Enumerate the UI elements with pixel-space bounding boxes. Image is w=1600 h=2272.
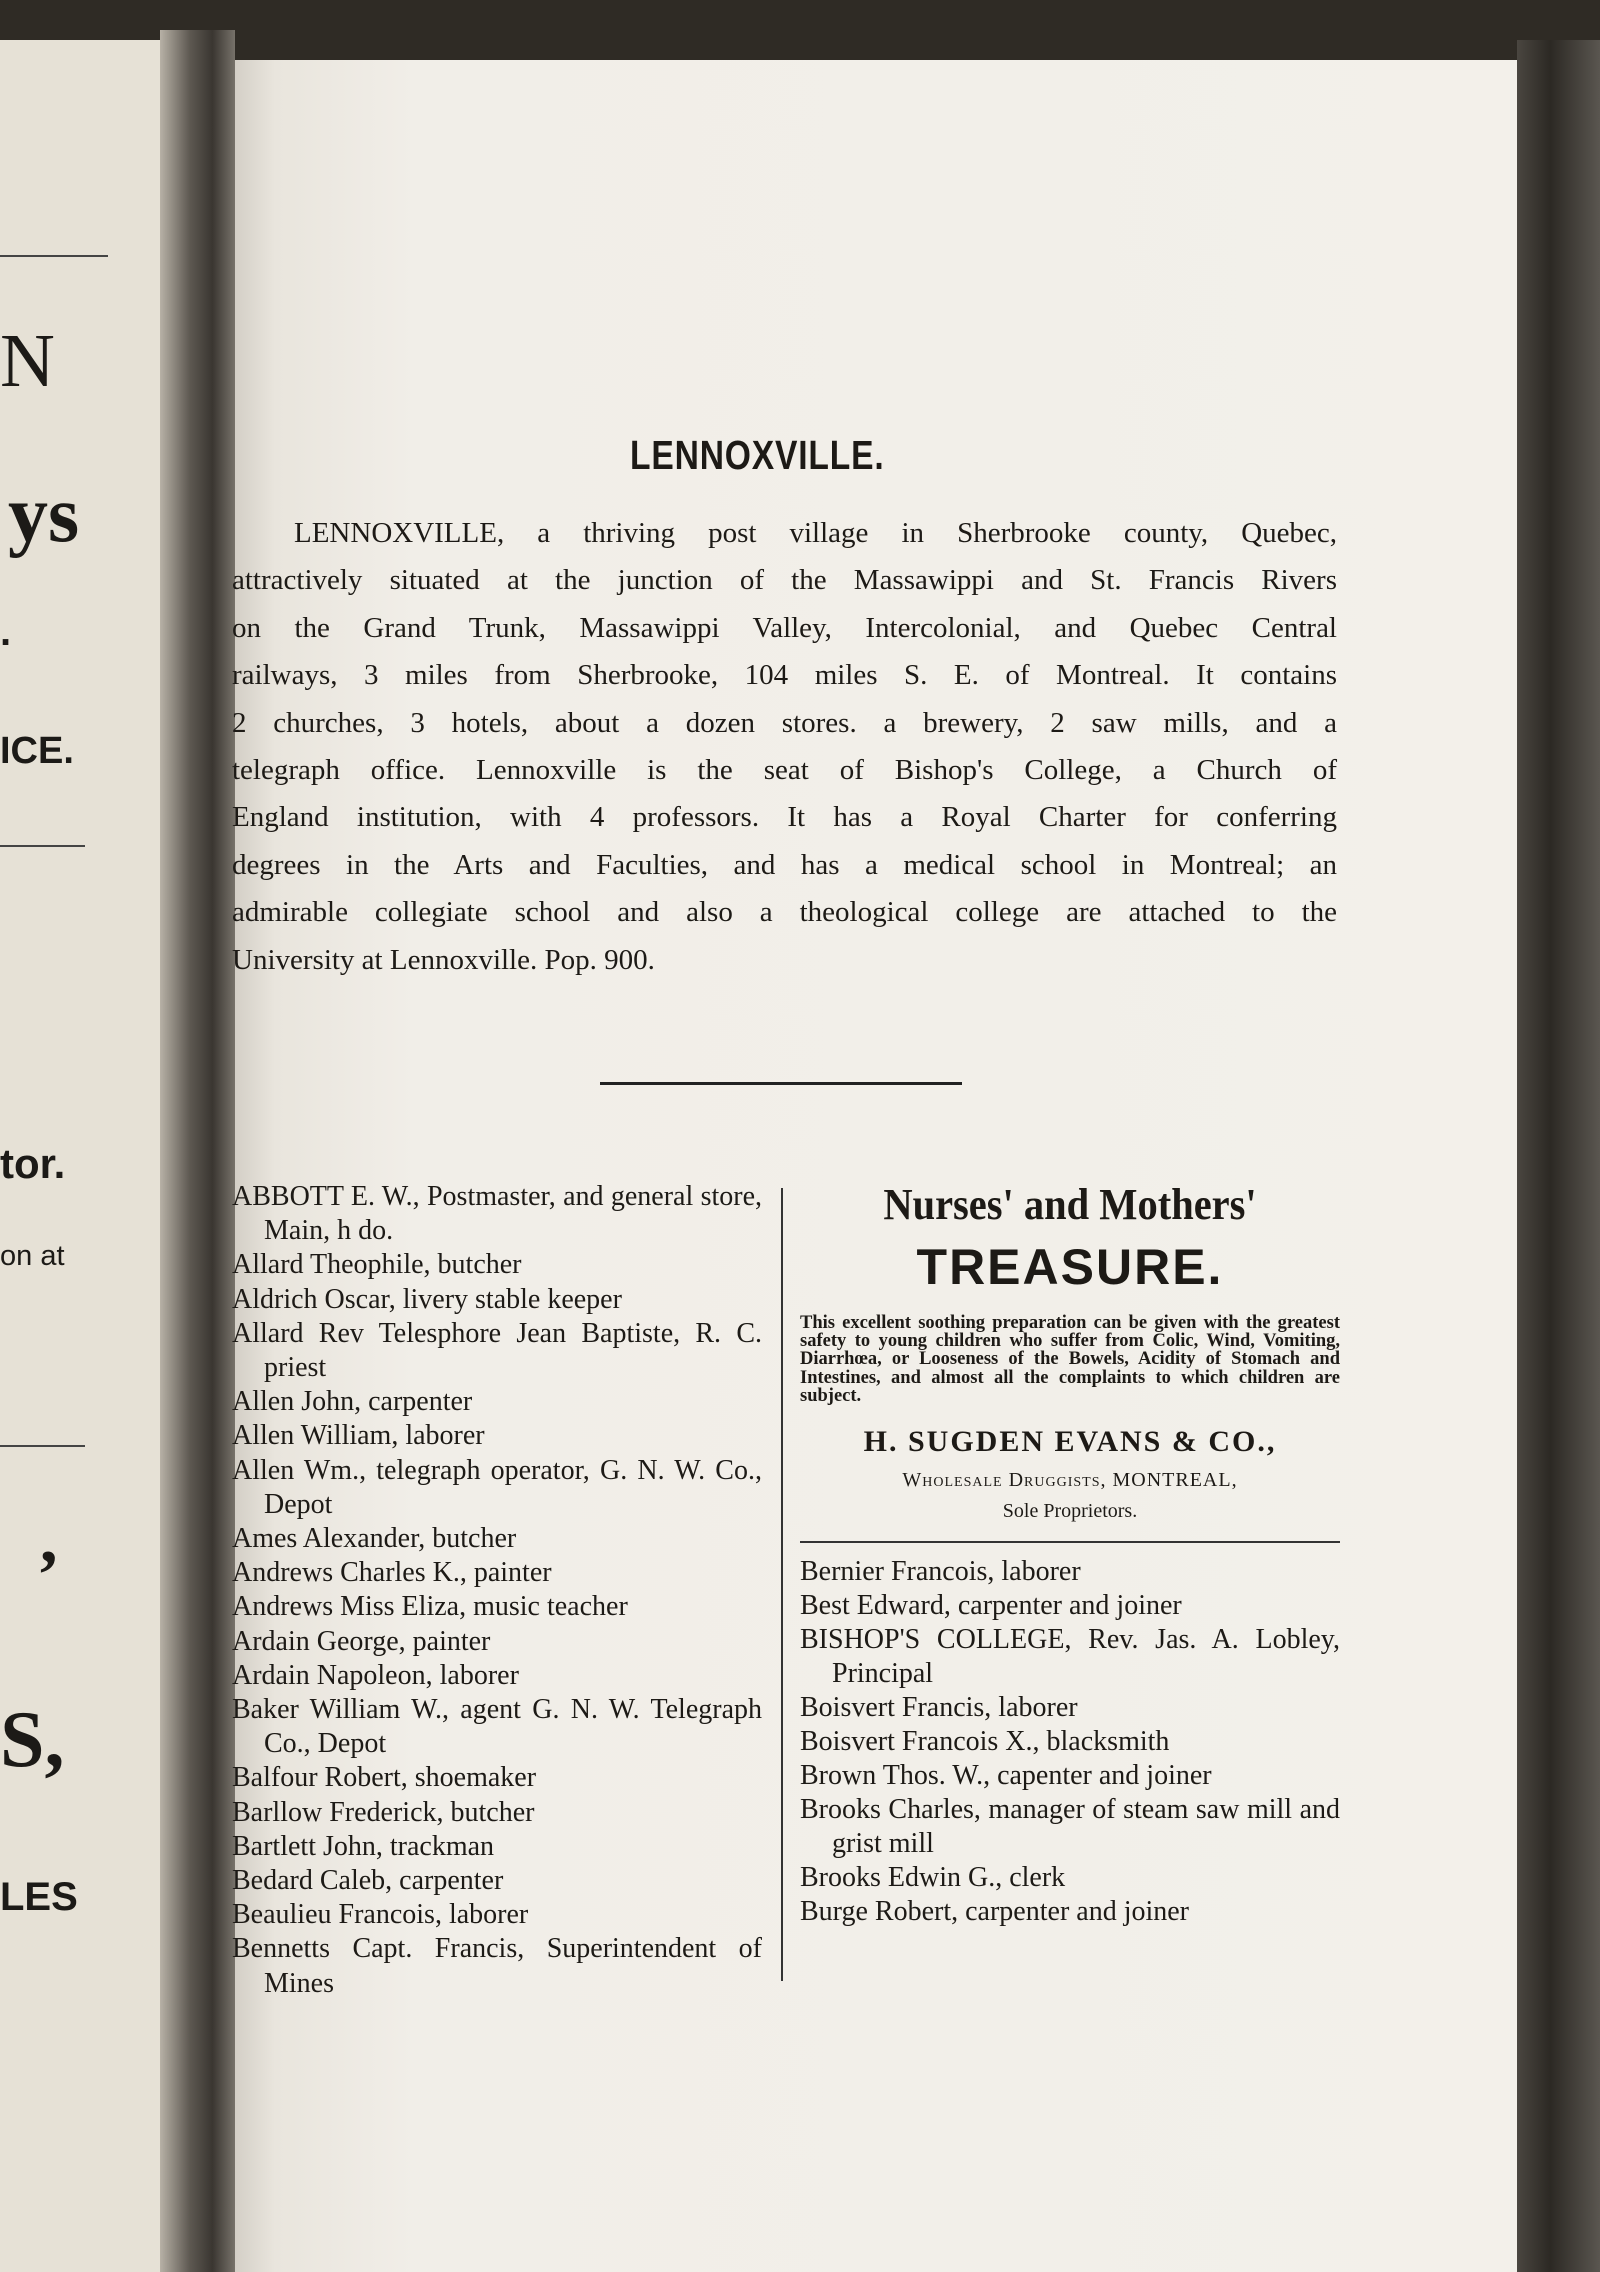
left-page-rule — [0, 255, 108, 257]
paragraph-line: telegraph office. Lennoxville is the seat of Bishop's College, a Church of — [232, 754, 1337, 787]
directory-entry: Andrews Charles K., painter — [232, 1557, 552, 1589]
directory-entry: Balfour Robert, shoemaker — [232, 1762, 537, 1794]
paragraph-line: England institution, with 4 professors. It has a Royal Charter for conferring — [232, 801, 1337, 834]
paragraph-line: attractively situated at the junction of the Massawippi and St. Francis Rivers — [232, 564, 1337, 597]
directory-entry: Allen William, laborer — [232, 1420, 485, 1452]
left-page-rule — [0, 1445, 85, 1447]
advertisement-company: H. SUGDEN EVANS & CO., — [863, 1425, 1277, 1459]
directory-entry: Brooks Edwin G., clerk — [800, 1862, 1066, 1894]
left-page-fragment: , — [40, 1501, 58, 1578]
directory-entry: Boisvert Francois X., blacksmith — [800, 1726, 1170, 1758]
paragraph-line: on the Grand Trunk, Massawippi Valley, Intercolonial, and Quebec Central — [232, 611, 1337, 644]
paragraph-line: railways, 3 miles from Sherbrooke, 104 miles S. E. of Montreal. It contains — [232, 659, 1337, 692]
directory-entry: Boisvert Francis, laborer — [800, 1692, 1078, 1724]
paragraph-line: 2 churches, 3 hotels, about a dozen stores. a brewery, 2 saw mills, and a — [232, 706, 1337, 739]
paragraph-line: admirable collegiate school and also a theological college are attached to the — [232, 896, 1337, 929]
directory-entry: Bedard Caleb, carpenter — [232, 1865, 504, 1897]
directory-right-list — [800, 1555, 1340, 1929]
directory-entry: Beaulieu Francois, laborer — [232, 1899, 529, 1931]
advertisement-subtitle: Wholesale Druggists, MONTREAL, — [902, 1469, 1238, 1492]
directory-entry: Allen John, carpenter — [232, 1386, 473, 1418]
directory-entry: ABBOTT E. W., Postmaster, and general store, Main, h do. — [232, 1181, 762, 1247]
section-divider — [600, 1082, 962, 1085]
column-divider — [781, 1188, 783, 1981]
description-paragraph — [232, 510, 1337, 984]
left-page-rule — [0, 845, 85, 847]
directory-entry: Aldrich Oscar, livery stable keeper — [232, 1283, 622, 1315]
directory-entry: Brown Thos. W., capenter and joiner — [800, 1760, 1212, 1792]
directory-entry: Baker William W., agent G. N. W. Telegraph Co., Depot — [232, 1694, 762, 1760]
left-page-fragment: ys — [8, 471, 80, 559]
directory-entry: Allard Theophile, butcher — [232, 1249, 522, 1281]
directory-entry: Barllow Frederick, butcher — [232, 1796, 535, 1828]
directory-entry: Allard Rev Telesphore Jean Baptiste, R. C. priest — [232, 1317, 762, 1384]
directory-right-column — [800, 1180, 1340, 1929]
left-page-fragment: LES — [0, 1875, 78, 1919]
directory-entry: Burge Robert, carpenter and joiner — [800, 1896, 1190, 1928]
directory-entry: Andrews Miss Eliza, music teacher — [232, 1591, 628, 1623]
page-title: LENNOXVILLE. — [630, 432, 885, 478]
paragraph-line: University at Lennoxville. Pop. 900. — [232, 943, 655, 976]
paragraph-line: degrees in the Arts and Faculties, and has a medical school in Montreal; an — [232, 848, 1337, 881]
directory-entry: Ardain Napoleon, laborer — [232, 1659, 519, 1691]
advertisement-rule — [800, 1541, 1340, 1543]
directory-entry: Ardain George, painter — [232, 1625, 491, 1657]
directory-entry: BISHOP'S COLLEGE, Rev. Jas. A. Lobley, Principal — [800, 1624, 1340, 1690]
advertisement-proprietors: Sole Proprietors. — [1002, 1500, 1138, 1523]
directory-entry: Ames Alexander, butcher — [232, 1523, 517, 1555]
directory-entry: Allen Wm., telegraph operator, G. N. W. Co., Depot — [232, 1454, 762, 1520]
left-page-fragment: . — [0, 610, 12, 654]
advertisement-body: This excellent soothing preparation can be given with the greatest safety to young children who suffer from Colic, Wind, Vomiting, Diarrhœa, or Looseness of the Bowels, Acidity of Stomach and Intestines, and almost all the complaints to which children are subject. — [800, 1313, 1340, 1406]
directory-entry: Best Edward, carpenter and joiner — [800, 1590, 1182, 1622]
left-page-fragment: tor. — [0, 1140, 66, 1187]
left-page-fragment: S, — [0, 1696, 65, 1784]
directory-left-column — [232, 1180, 762, 2001]
directory-entry: Bennetts Capt. Francis, Superintendent of Mines — [232, 1933, 762, 1999]
left-page-fragment: ICE. — [0, 730, 74, 772]
paragraph-line: LENNOXVILLE, a thriving post village in Sherbrooke county, Quebec, — [294, 517, 1337, 549]
directory-entry: Brooks Charles, manager of steam saw mill and grist mill — [800, 1794, 1340, 1860]
advertisement-product: TREASURE. — [916, 1239, 1224, 1295]
advertisement-heading: Nurses' and Mothers' — [883, 1180, 1257, 1229]
book-edge — [1517, 40, 1600, 2272]
directory-entry: Bernier Francois, laborer — [800, 1556, 1081, 1588]
directory-entry: Bartlett John, trackman — [232, 1830, 495, 1862]
left-page-fragment: N — [0, 319, 55, 403]
left-page-fragment: on at — [0, 1240, 65, 1272]
book-gutter — [160, 30, 235, 2272]
